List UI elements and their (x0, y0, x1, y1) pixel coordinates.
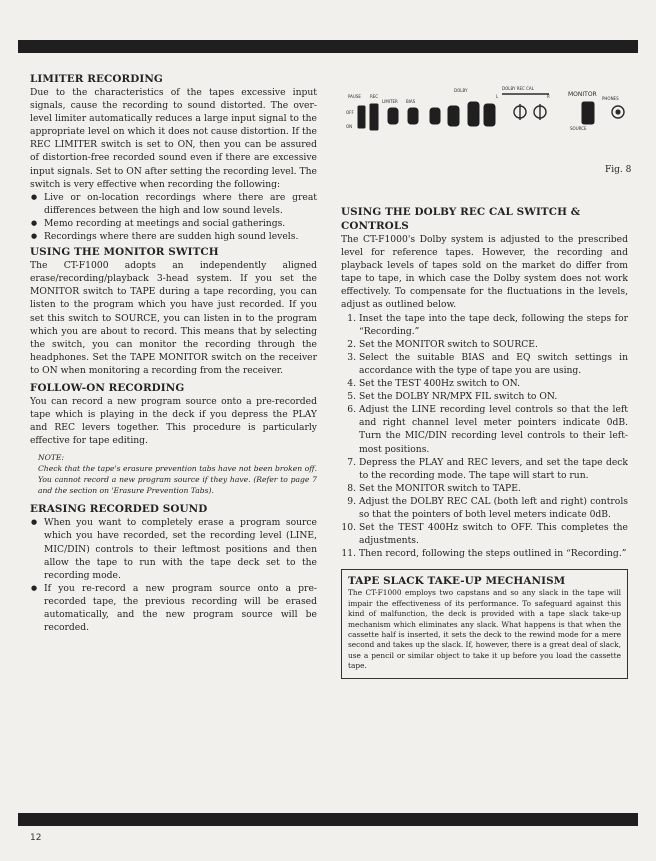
dolby-step: 10. Set the TEST 400Hz switch to OFF. This completes the adjustments. (341, 522, 628, 547)
top-rule (18, 40, 638, 53)
dolby-step: 2. Set the MONITOR switch to SOURCE. (347, 338, 538, 350)
panel-label-phones: PHONES (602, 96, 619, 101)
dolby-step: 3. Select the suitable BIAS and EQ switch settings in accordance with the type of tape you are using. (347, 351, 628, 376)
monitor-switch (582, 102, 594, 124)
panel-label-rec: REC (370, 94, 379, 99)
limiter-bullet: ● Memo recording at meetings and social gatherings. (30, 217, 317, 230)
panel-label-pause: PAUSE (348, 94, 361, 99)
figure-label: Fig. 8 (605, 165, 632, 175)
follow-on-body: You can record a new program source onto a pre-recorded tape which is playing in the deck if you depress the PLAY and REC levers together. This procedure is particularly effective for tape editing. (30, 395, 317, 447)
bias-switch-b (430, 108, 440, 124)
erasing-heading: ERASING RECORDED SOUND (30, 503, 208, 516)
dolby-step: 6. Adjust the LINE recording level controls so that the left and right channel level meter pointers indicate 0dB. Turn the MIC/DIN recording level controls to their left-most positions. (347, 404, 628, 455)
dolby-switch-a (448, 106, 459, 126)
panel-label-l: L (496, 94, 499, 99)
panel-label-source: SOURCE (570, 126, 587, 131)
dolby-step: 5. Set the DOLBY NR/MPX FIL switch to ON. (347, 391, 558, 403)
monitor-body: The CT-F1000 adopts an independently aligned erase/recording/playback 3-head system. If you set the MONITOR switch to TAPE during a tape recording, you can listen to the program which you have just recorded. If you set this switch to SOURCE, you can listen in to the program which you are about to record. This means that by selecting the switch, you can monitor the recording through the headphones. Set the TAPE MONITOR switch on the receiver to ON when monitoring a recording from the receiver. (30, 260, 317, 376)
panel-label-r: R (547, 94, 550, 99)
panel-label-limiter: LIMITER (382, 99, 398, 104)
panel-label-on: ON (346, 124, 353, 129)
tape-slack-heading: TAPE SLACK TAKE-UP MECHANISM (348, 575, 566, 588)
panel-label-dolby-rec-cal: DOLBY REC CAL (502, 86, 534, 91)
limiter-bullet: ● Live or on-location recordings where there are great differences between the high and low sound levels. (30, 191, 317, 217)
panel-label-monitor: MONITOR (568, 91, 597, 98)
monitor-heading: USING THE MONITOR SWITCH (30, 246, 219, 259)
follow-on-heading: FOLLOW-ON RECORDING (30, 381, 185, 394)
left-column (30, 72, 317, 634)
dolby-steps (341, 312, 628, 561)
dolby-step: 9. Adjust the DOLBY REC CAL (both left and right) controls so that the pointers of both level meters indicate 0dB. (347, 495, 628, 520)
panel-svg (344, 84, 634, 140)
right-column (341, 203, 628, 679)
follow-on-note (38, 452, 317, 496)
limiter-switch (388, 108, 398, 124)
tape-slack-box (341, 569, 628, 678)
dolby-heading: USING THE DOLBY REC CAL SWITCH & CONTROLS (341, 206, 581, 232)
control-panel-illustration (344, 84, 634, 140)
dolby-step: 4. Set the TEST 400Hz switch to ON. (347, 378, 521, 390)
dolby-step: 8. Set the MONITOR switch to TAPE. (347, 482, 521, 494)
bottom-rule (18, 813, 638, 826)
limiter-heading: LIMITER RECORDING (30, 73, 163, 85)
dolby-body: The CT-F1000's Dolby system is adjusted to the prescribed level for reference tapes. However, the recording and playback levels of tapes sold on the market do differ from tape to tape, in which case the Dolby system does not work effectively. To compensate for the fluctuations in the levels, adjust as outlined below. (341, 234, 628, 311)
erasing-bullet: ● When you want to completely erase a program source which you have recorded, set the recording level (LINE, MIC/DIN) controls to their leftmost positions and then allow the tape to run with the tape deck set to the recording mode. (30, 516, 317, 581)
erasing-bullets (30, 516, 317, 634)
limiter-bullets (30, 191, 317, 243)
panel-label-bias: BIAS (406, 99, 416, 104)
note-title: NOTE: (38, 453, 65, 463)
tape-slack-body: The CT-F1000 employs two capstans and so any slack in the tape will impair the effectiveness of its performance. To safeguard against this kind of malfunction, the deck is provided with a tape slack take-up mechanism which eliminates any slack. What happens is that when the cassette half is inserted, it sets the deck to the rewind mode for a mere second and takes up the slack. If, however, there is a great deal of slack, use a pencil or similar object to take it up before you load the cassette tape. (348, 588, 621, 671)
limiter-body: Due to the characteristics of the tapes excessive input signals, cause the recording to sound distorted. The over-level limiter automatically reduces a large input signal to the appropriate level on which it does not cause distortion. If the REC LIMITER switch is set to ON, then you can be assured of distortion-free recorded sound even if there are excessive input signals. Set to ON after setting the recording level. The switch is very effective when recording the following: (30, 87, 317, 190)
limiter-bullet: ● Recordings where there are sudden high sound levels. (30, 230, 317, 243)
dolby-switch-b (468, 102, 479, 126)
dolby-step: 1. Inset the tape into the tape deck, following the steps for “Recording.” (347, 312, 628, 337)
dolby-step: 11. Then record, following the steps outlined in “Recording.” (341, 548, 627, 560)
erasing-bullet: ● If you re-record a new program source onto a pre-recorded tape, the previous recording will be erased automatically, and the new program source will be recorded. (30, 582, 317, 634)
pause-lever (358, 106, 365, 128)
panel-label-off: OFF (346, 110, 354, 115)
page-number: 12 (30, 833, 42, 843)
note-body: Check that the tape's erasure prevention tabs have not been broken off. You cannot record a new program source if they have. (Refer to page 7 and the section on 'Erasure Prevention Tabs). (38, 464, 317, 496)
rec-lever (370, 104, 378, 130)
dolby-step: 7. Depress the PLAY and REC levers, and set the tape deck to the recording mode. The tape will start to run. (347, 456, 628, 481)
panel-label-dolby: DOLBY (454, 88, 468, 93)
test-switch (484, 104, 495, 126)
bias-switch-a (408, 108, 418, 124)
